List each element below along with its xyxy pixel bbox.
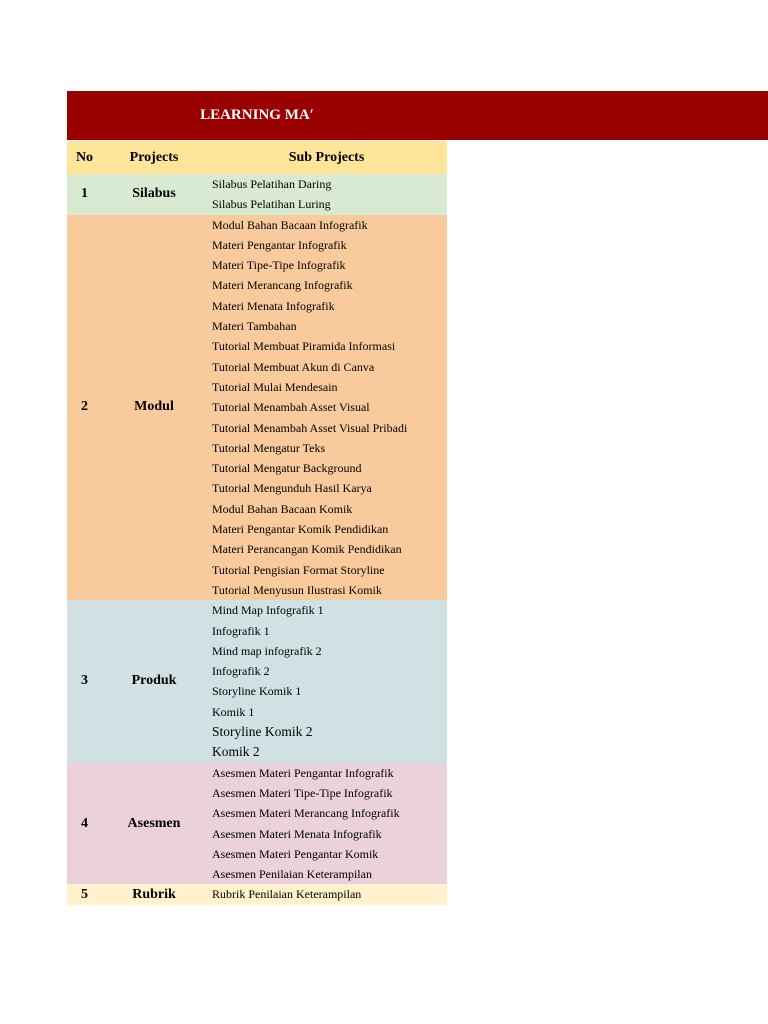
sub-project-item: Materi Merancang Infografik bbox=[212, 278, 353, 293]
title-banner bbox=[67, 91, 768, 140]
sub-project-list bbox=[206, 174, 447, 215]
row-number: 1 bbox=[67, 174, 102, 215]
sub-project-item: Mind Map Infografik 1 bbox=[212, 603, 324, 618]
sub-project-item: Materi Tambahan bbox=[212, 319, 297, 334]
sub-project-list bbox=[206, 600, 447, 762]
sub-project-item: Asesmen Materi Tipe-Tipe Infografik bbox=[212, 785, 393, 800]
sub-project-item: Asesmen Penilaian Keterampilan bbox=[212, 867, 372, 882]
sub-project-item: Infografik 1 bbox=[212, 623, 270, 638]
table-row bbox=[67, 763, 447, 885]
sub-project-item: Materi Pengantar Infografik bbox=[212, 237, 347, 252]
sub-project-item: Materi Pengantar Komik Pendidikan bbox=[212, 522, 389, 537]
sub-project-item: Silabus Pelatihan Luring bbox=[212, 197, 331, 212]
sub-project-item: Tutorial Mengatur Teks bbox=[212, 440, 326, 455]
row-number: 4 bbox=[67, 763, 102, 885]
sub-project-item: Materi Tipe-Tipe Infografik bbox=[212, 258, 346, 273]
sub-project-item: Materi Perancangan Komik Pendidikan bbox=[212, 542, 402, 557]
sub-project-item: Rubrik Penilaian Keterampilan bbox=[212, 887, 362, 902]
table-row bbox=[67, 174, 447, 215]
sub-project-item: Asesmen Materi Pengantar Infografik bbox=[212, 765, 394, 780]
sub-project-item: Silabus Pelatihan Daring bbox=[212, 177, 332, 191]
sub-project-item: Asesmen Materi Pengantar Komik bbox=[212, 846, 379, 861]
sub-project-item: Komik 1 bbox=[212, 704, 255, 719]
banner-title: LEARNING MAʹ bbox=[200, 107, 314, 123]
sub-project-item: Asesmen Materi Menata Infografik bbox=[212, 826, 382, 841]
table-row bbox=[67, 884, 447, 904]
sub-project-item: Storyline Komik 2 bbox=[212, 724, 313, 740]
sub-project-item: Tutorial Mulai Mendesain bbox=[212, 379, 338, 394]
project-name: Produk bbox=[102, 600, 206, 762]
header-row bbox=[67, 141, 447, 174]
sub-project-item: Tutorial Menambah Asset Visual Pribadi bbox=[212, 420, 408, 435]
sub-project-item: Storyline Komik 1 bbox=[212, 684, 302, 699]
project-name: Modul bbox=[102, 215, 206, 601]
sub-project-item: Modul Bahan Bacaan Komik bbox=[212, 501, 353, 516]
sub-project-item: Tutorial Membuat Akun di Canva bbox=[212, 359, 375, 374]
sub-project-list bbox=[206, 884, 447, 904]
sub-project-list bbox=[206, 215, 447, 601]
row-number: 2 bbox=[67, 215, 102, 601]
project-name: Asesmen bbox=[102, 763, 206, 885]
row-number: 5 bbox=[67, 884, 102, 904]
sub-project-item: Tutorial Pengisian Format Storyline bbox=[212, 562, 385, 577]
sub-project-item: Tutorial Mengunduh Hasil Karya bbox=[212, 481, 372, 496]
project-name: Silabus bbox=[102, 174, 206, 215]
sub-project-item: Komik 2 bbox=[212, 744, 260, 760]
sub-project-item: Tutorial Menambah Asset Visual bbox=[212, 400, 370, 415]
header-no: No bbox=[67, 141, 102, 174]
header-projects: Projects bbox=[102, 141, 206, 174]
sub-project-item: Mind map infografik 2 bbox=[212, 643, 322, 658]
sub-project-item: Asesmen Materi Merancang Infografik bbox=[212, 806, 400, 821]
sub-project-item: Infografik 2 bbox=[212, 664, 270, 679]
sub-project-item: Tutorial Mengatur Background bbox=[212, 461, 362, 476]
project-name: Rubrik bbox=[102, 884, 206, 904]
sub-project-list bbox=[206, 763, 447, 885]
sub-project-item: Materi Menata Infografik bbox=[212, 298, 335, 313]
projects-table bbox=[67, 141, 447, 905]
row-number: 3 bbox=[67, 600, 102, 762]
header-sub-projects: Sub Projects bbox=[206, 141, 447, 174]
table-row bbox=[67, 600, 447, 762]
sub-project-item: Modul Bahan Bacaan Infografik bbox=[212, 217, 368, 232]
sub-project-item: Tutorial Membuat Piramida Informasi bbox=[212, 339, 396, 354]
table-row bbox=[67, 215, 447, 601]
sub-project-item: Tutorial Menyusun Ilustrasi Komik bbox=[212, 582, 382, 597]
